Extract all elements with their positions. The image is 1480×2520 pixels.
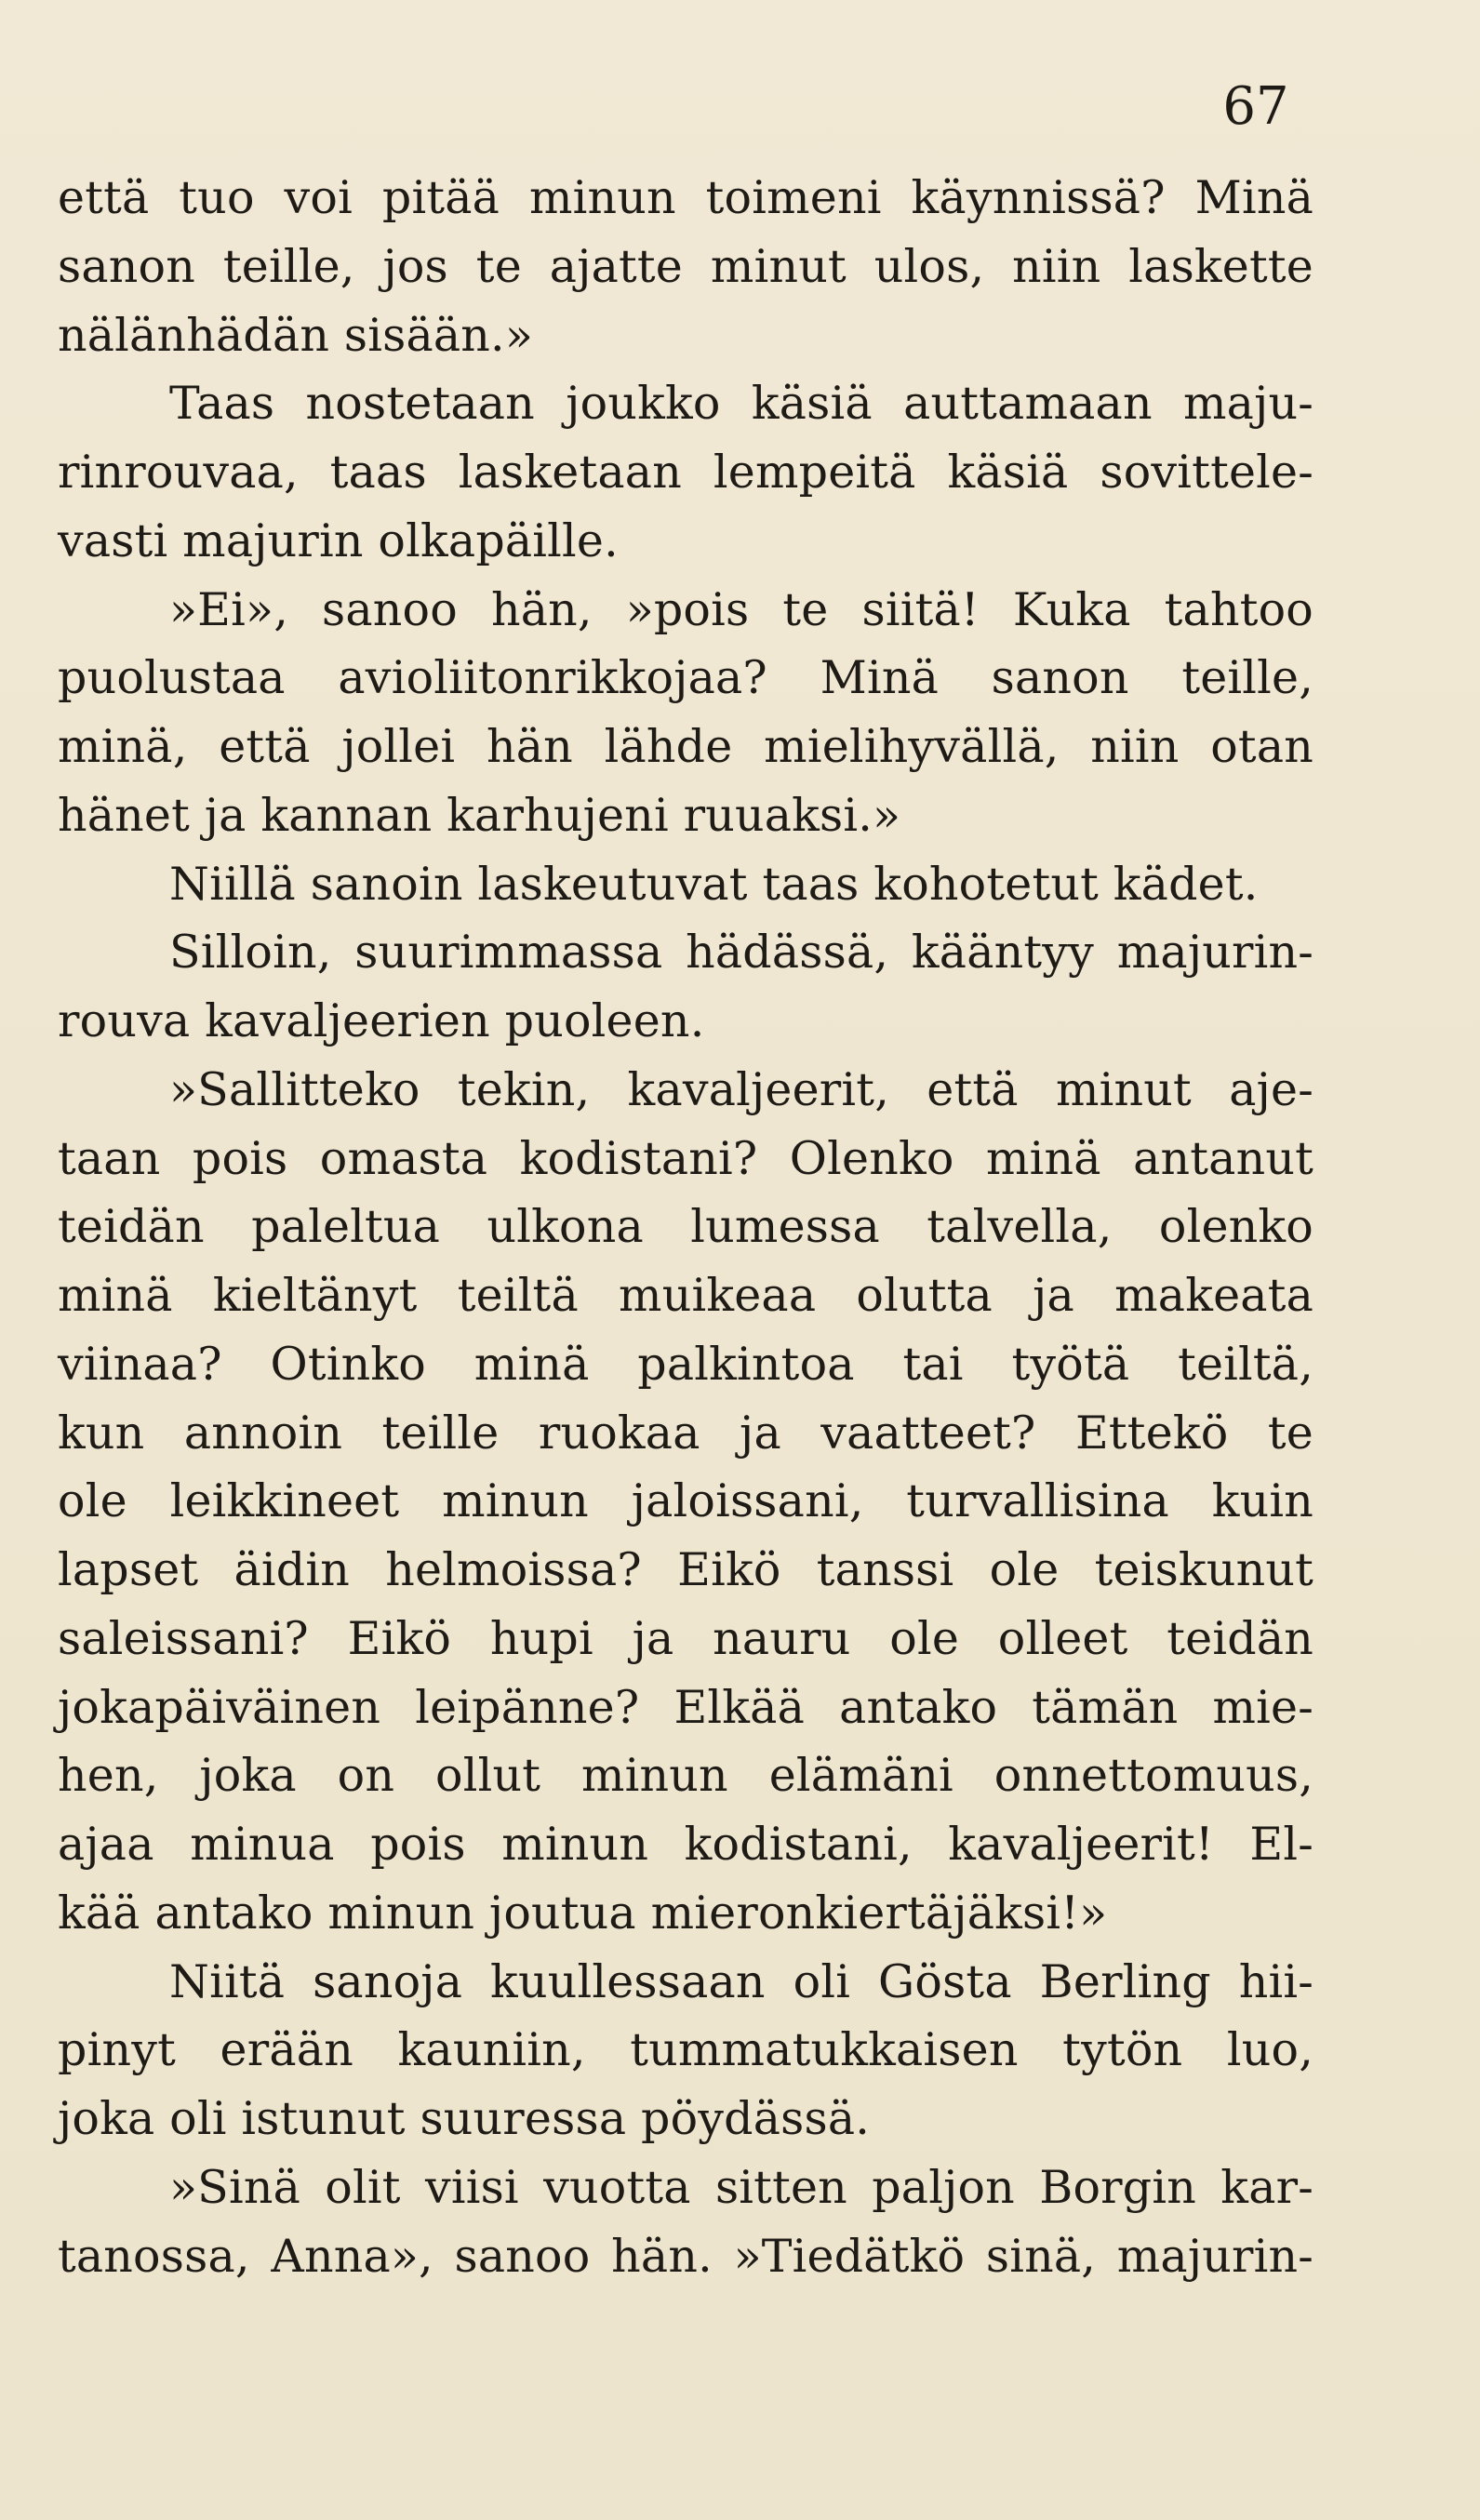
text-line: »Sinä olit viisi vuotta sitten paljon Borgin kar- — [169, 2160, 1313, 2214]
text-line: Niitä sanoja kuullessaan oli Gösta Berling hii- — [169, 1954, 1313, 2008]
text-line: »Ei», sanoo hän, »pois te siitä! Kuka tahtoo — [169, 582, 1313, 636]
text-line: saleissani? Eikö hupi ja nauru ole olleet teidän — [58, 1611, 1313, 1665]
text-line: vasti majurin olkapäille. — [58, 513, 619, 567]
text-line: taan pois omasta kodistani? Olenko minä antanut — [58, 1131, 1313, 1185]
text-line: jokapäiväinen leipänne? Elkää antako tämän mie- — [58, 1680, 1313, 1734]
text-line: minä kieltänyt teiltä muikeaa olutta ja makeata — [58, 1269, 1313, 1322]
text-line: sanon teille, jos te ajatte minut ulos, niin laskette — [58, 239, 1313, 293]
text-line: kun annoin teille ruokaa ja vaatteet? Ettekö te — [58, 1406, 1313, 1460]
text-line: hen, joka on ollut minun elämäni onnettomuus, — [58, 1749, 1313, 1803]
text-line: pinyt erään kauniin, tummatukkaisen tytön luo, — [58, 2023, 1313, 2077]
text-line: rouva kavaljeerien puoleen. — [58, 994, 705, 1047]
text-line: tanossa, Anna», sanoo hän. »Tiedätkö sinä, majurin- — [58, 2229, 1313, 2283]
text-line: rinrouvaa, taas lasketaan lempeitä käsiä sovittele- — [58, 446, 1313, 499]
text-line: teidän paleltua ulkona lumessa talvella, olenko — [58, 1200, 1313, 1254]
text-line: kää antako minun joutua mieronkiertäjäksi!» — [58, 1886, 1108, 1940]
text-line: ole leikkineet minun jaloissani, turvallisina kuin — [58, 1474, 1313, 1528]
text-line: puolustaa avioliitonrikkojaa? Minä sanon teille, — [58, 651, 1313, 705]
text-line: lapset äidin helmoissa? Eikö tanssi ole teiskunut — [58, 1543, 1313, 1596]
body-text — [58, 164, 1313, 2290]
text-line: Taas nostetaan joukko käsiä auttamaan maju- — [169, 377, 1313, 431]
text-line: että tuo voi pitää minun toimeni käynnissä? Minä — [58, 171, 1313, 224]
text-line: hänet ja kannan karhujeni ruuaksi.» — [58, 788, 901, 842]
text-line: nälänhädän sisään.» — [58, 308, 534, 362]
text-line: minä, että jollei hän lähde mielihyvällä, niin otan — [58, 720, 1313, 773]
text-line: joka oli istunut suuressa pöydässä. — [58, 2092, 871, 2145]
text-line: Silloin, suurimmassa hädässä, kääntyy majurin- — [169, 926, 1313, 980]
text-line: viinaa? Otinko minä palkintoa tai työtä teiltä, — [58, 1337, 1313, 1391]
text-line: »Sallitteko tekin, kavaljeerit, että minut aje- — [169, 1062, 1313, 1116]
text-line: Niillä sanoin laskeutuvat taas kohotetut kädet. — [169, 857, 1259, 911]
page-number: 67 — [1222, 76, 1289, 137]
text-line: ajaa minua pois minun kodistani, kavaljeerit! El- — [58, 1818, 1313, 1871]
